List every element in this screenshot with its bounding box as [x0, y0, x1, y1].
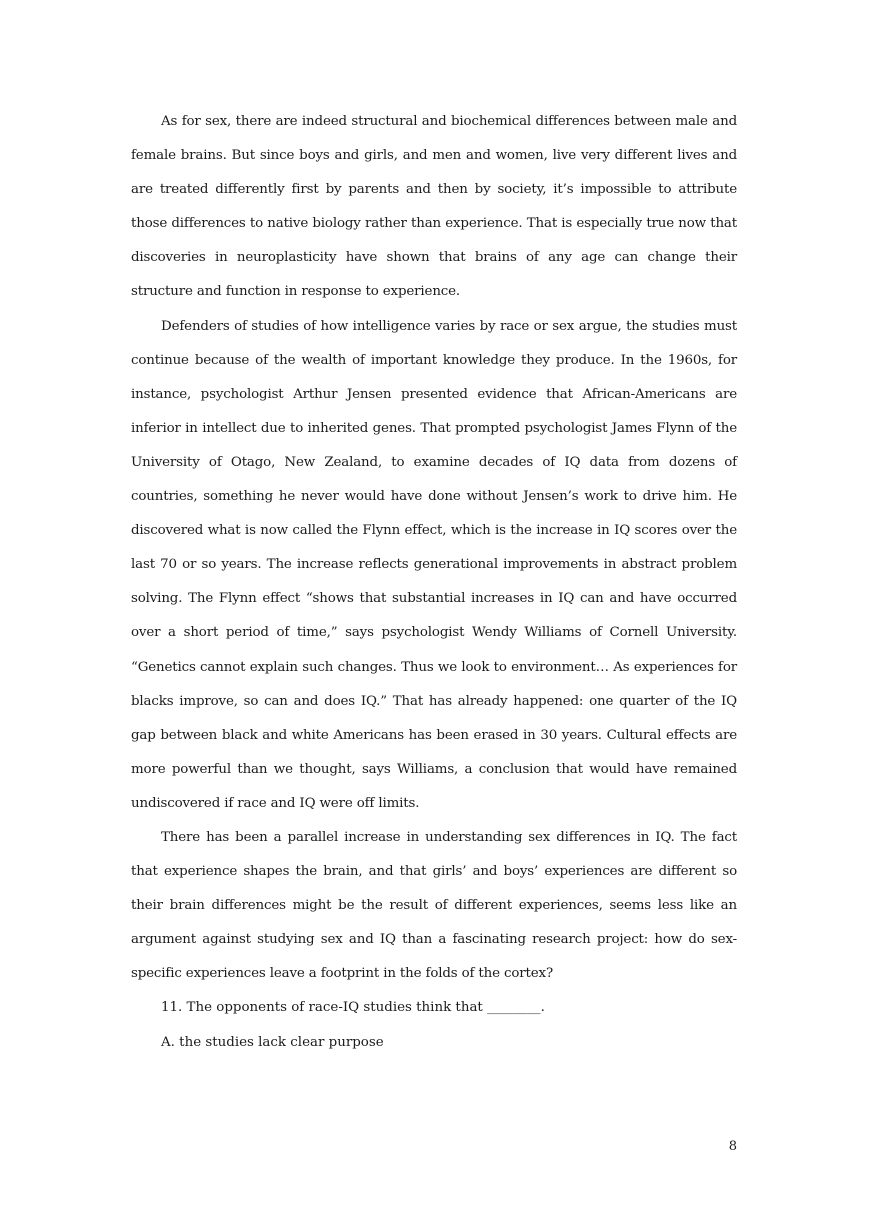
paragraph-sex-differences: As for sex, there are indeed structural and biochemical differences between male and female brains. But since boys and girls, and men and women, live very different lives and are treated differently first by parents and then by society, it’s impossible to attribute those differences to native biology rather than experience. That is especially true now that discoveries in neuroplasticity have shown that brains of any age can change their structure and function in response to experience.	[131, 114, 737, 300]
option-a: A. the studies lack clear purpose	[161, 1034, 384, 1050]
document-body	[131, 105, 737, 1060]
paragraph-flynn-effect: Defenders of studies of how intelligence varies by race or sex argue, the studies must continue because of the wealth of important knowledge they produce. In the 1960s, for instance, psychologist Arthur Jensen presented evidence that African-Americans are inferior in intellect due to inherited genes. That prompted psychologist James Flynn of the University of Otago, New Zealand, to examine decades of IQ data from dozens of countries, something he never would have done without Jensen’s work to drive him. He discovered what is now called the Flynn effect, which is the increase in IQ scores over the last 70 or so years. The increase reflects generational improvements in abstract problem solving. The Flynn effect “shows that substantial increases in IQ can and have occurred over a short period of time,” says psychologist Wendy Williams of Cornell University. “Genetics cannot explain such changes. Thus we look to environment… As experiences for blacks improve, so can and does IQ.” That has already happened: one quarter of the IQ gap between black and white Americans has been erased in 30 years. Cultural effects are more powerful than we thought, says Williams, a conclusion that would have remained undiscovered if race and IQ were off limits.	[131, 318, 737, 811]
question-11: 11. The opponents of race-IQ studies think that ________.	[161, 1000, 545, 1016]
page-number: 8	[728, 1139, 737, 1154]
paragraph-parallel-increase: There has been a parallel increase in understanding sex differences in IQ. The fact that experience shapes the brain, and that girls’ and boys’ experiences are different so their brain differences might be the result of different experiences, seems less like an argument against studying sex and IQ than a fascinating research project: how do sex-specific experiences leave a footprint in the folds of the cortex?	[131, 829, 737, 982]
